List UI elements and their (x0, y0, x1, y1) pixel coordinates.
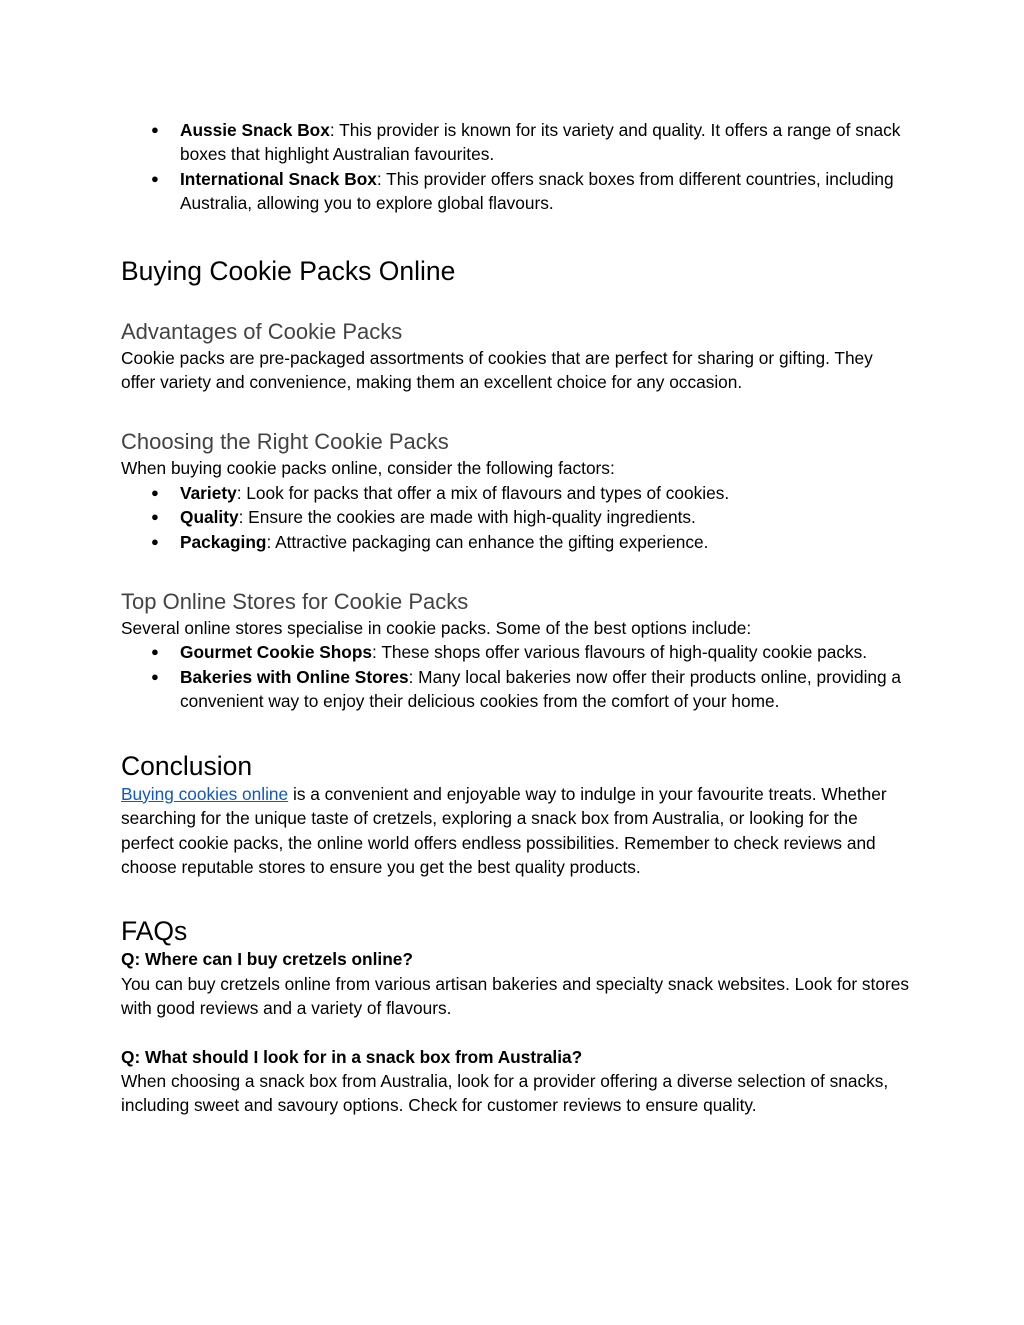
item-name: Variety (180, 482, 237, 503)
choosing-factors-list (121, 481, 911, 554)
bullet-icon: ● (151, 533, 159, 549)
item-text: : This provider offers snack boxes from different countries, including Australia, allowing you to explore global flavours. (180, 168, 894, 214)
item-name: Bakeries with Online Stores (180, 666, 409, 687)
faq-question: Q: Where can I buy cretzels online? (121, 949, 413, 970)
section-title-conclusion: Conclusion (121, 750, 253, 781)
item-text: : This provider is known for its variety and quality. It offers a range of snack boxes that highlight Australian favourites. (180, 120, 901, 165)
item-text: : Many local bakeries now offer their products online, providing a convenient way to enjoy their delicious cookies from the comfort of your home. (180, 666, 902, 712)
item-text: : Attractive packaging can enhance the gifting experience. (266, 531, 709, 552)
list-item (121, 665, 911, 714)
top-stores-list (121, 640, 911, 713)
item-text: : These shops offer various flavours of high-quality cookie packs. (372, 642, 868, 663)
advantages-paragraph: Cookie packs are pre-packaged assortments of cookies that are perfect for sharing or gifting. They offer variety and convenience, making them an excellent choice for any occasion. (121, 347, 873, 393)
faq-question: Q: What should I look for in a snack box from Australia? (121, 1046, 583, 1067)
list-item (121, 505, 911, 529)
bullet-icon: ● (151, 509, 159, 525)
section-title-faqs: FAQs (121, 916, 188, 947)
intro-provider-list (121, 118, 911, 216)
subsection-title-advantages: Advantages of Cookie Packs (121, 318, 403, 344)
item-name: Aussie Snack Box (180, 120, 330, 140)
top-stores-intro: Several online stores specialise in cookie packs. Some of the best options include: (121, 618, 752, 639)
choosing-intro: When buying cookie packs online, consider the following factors: (121, 458, 615, 479)
bullet-icon: ● (151, 122, 159, 137)
bullet-icon: ● (151, 668, 159, 684)
bullet-icon: ● (151, 484, 159, 500)
bullet-icon: ● (151, 170, 159, 186)
list-item (121, 640, 911, 664)
subsection-title-choosing: Choosing the Right Cookie Packs (121, 429, 449, 455)
conclusion-paragraph (121, 782, 911, 880)
document-page (121, 118, 911, 1118)
item-name: Packaging (180, 531, 267, 552)
subsection-title-top-stores: Top Online Stores for Cookie Packs (121, 589, 469, 615)
item-name: Quality (180, 507, 239, 528)
list-item (121, 481, 911, 505)
faq-answer: When choosing a snack box from Australia, look for a provider offering a diverse selection of snacks, including sweet and savoury options. Check for customer reviews to ensure quality. (121, 1070, 889, 1116)
conclusion-text: is a convenient and enjoyable way to indulge in your favourite treats. Whether searching for the unique taste of cretzels, exploring a snack box from Australia, or looking for the perfect cookie packs, the online world offers endless possibilities. Remember to check reviews and choose reputable stores to ensure you get the best quality products. (121, 783, 887, 877)
bullet-icon: ● (151, 644, 159, 660)
item-name: Gourmet Cookie Shops (180, 642, 373, 663)
item-name: International Snack Box (180, 168, 377, 189)
list-item (121, 167, 911, 216)
list-item (121, 530, 911, 554)
faq-answer: You can buy cretzels online from various artisan bakeries and specialty snack websites. Look for stores with good reviews and a variety of flavours. (121, 973, 909, 1019)
item-text: : Ensure the cookies are made with high-quality ingredients. (238, 507, 696, 528)
buying-cookies-online-link[interactable]: Buying cookies online (121, 783, 289, 804)
section-title-buying: Buying Cookie Packs Online (121, 255, 456, 286)
list-item (121, 118, 911, 167)
item-text: : Look for packs that offer a mix of flavours and types of cookies. (236, 482, 730, 503)
